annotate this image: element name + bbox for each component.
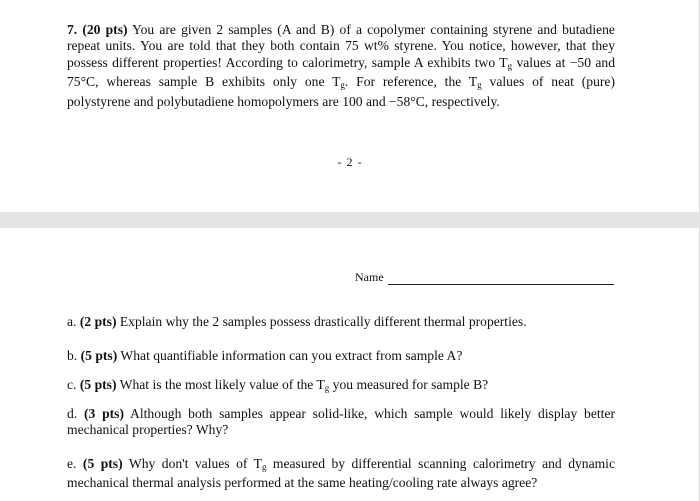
question-7 — [67, 22, 615, 110]
part-text-2: measured by differential scanning calorimetry and dynamic mechanical thermal analysis performed at the same heating/cooling rate always agree? — [67, 456, 615, 491]
part-points: (2 pts) — [79, 314, 117, 329]
tg-subscript: g — [261, 462, 267, 472]
part-points: (5 pts) — [80, 348, 118, 363]
part-d — [67, 406, 615, 439]
question-text-4: values of neat (pure) polystyrene and polybutadiene homopolymers are 100 and −58°C, respectively. — [67, 74, 615, 109]
part-text-1: Why don't values of T — [122, 456, 262, 471]
question-points: (20 pts) — [82, 22, 128, 37]
name-field — [355, 270, 614, 285]
page-top — [0, 0, 700, 212]
page-number: - 2 - — [337, 155, 363, 169]
question-text-1: You are given 2 samples (A and B) of a copolymer containing styrene and butadiene repeat units. You are told that they both contain 75 wt% styrene. You notice, however, that they possess different properties! According to calorimetry, sample A exhibits two T — [67, 22, 615, 70]
question-text-3: . For reference, the T — [344, 74, 478, 90]
part-text-1: What is the most likely value of the T — [116, 377, 325, 392]
part-letter: d. — [67, 406, 78, 421]
question-number: 7. — [67, 22, 78, 37]
tg-subscript: g — [477, 80, 482, 91]
part-points: (5 pts) — [79, 377, 117, 392]
name-label: Name — [355, 270, 384, 284]
part-a — [67, 314, 615, 330]
part-text: What quantifiable information can you extract from sample A? — [117, 348, 463, 363]
part-text: Although both samples appear solid-like, which sample would likely display better mechanical properties? Why? — [67, 406, 615, 438]
part-letter: e. — [67, 456, 77, 471]
tg-subscript: g — [324, 383, 330, 393]
part-c — [67, 377, 615, 396]
part-b — [67, 348, 615, 364]
part-text: Explain why the 2 samples possess drastically different thermal properties. — [116, 314, 527, 329]
part-text-2: you measured for sample B? — [329, 377, 489, 392]
part-points: (3 pts) — [83, 406, 124, 421]
part-letter: a. — [67, 314, 77, 329]
part-e — [67, 456, 615, 492]
name-blank-line — [388, 273, 614, 285]
tg-subscript: g — [507, 60, 513, 71]
question-text-2: values at −50 and 75°C, whereas sample B exhibits only one T — [67, 54, 615, 90]
page-bottom — [0, 228, 700, 501]
part-points: (5 pts) — [82, 456, 123, 471]
part-letter: c. — [67, 377, 77, 392]
tg-subscript: g — [340, 80, 345, 91]
page-separator — [0, 212, 700, 228]
part-letter: b. — [67, 348, 78, 363]
